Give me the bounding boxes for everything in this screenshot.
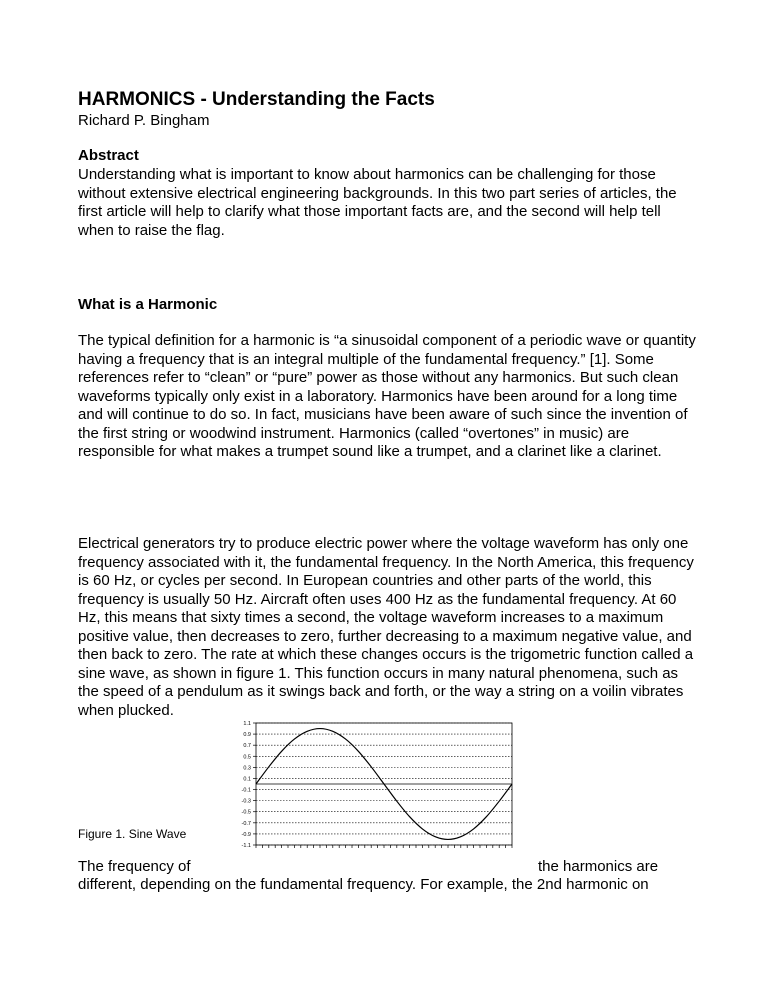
y-tick-label: 0.1 [243,776,251,783]
y-tick-label: 1.1 [243,721,251,727]
y-tick-label: 0.3 [243,765,251,772]
y-tick-label: -0.3 [241,798,251,805]
y-tick-label: -0.7 [241,820,251,827]
y-tick-label: -1.1 [241,843,251,849]
abstract-heading: Abstract [78,147,139,164]
figure-caption: Figure 1. Sine Wave [78,827,187,841]
paragraph-3-line-2: different, depending on the fundamental frequency. For example, the 2nd harmonic on [78,876,649,893]
y-tick-label: 0.7 [243,743,251,750]
y-tick-label: -0.9 [241,831,251,838]
paragraph-3-mid: the harmonics are [538,858,659,875]
y-tick-label: -0.1 [241,787,251,794]
sine-wave-chart [228,716,520,854]
section-heading: What is a Harmonic [78,296,218,313]
author-name: Richard P. Bingham [78,112,210,129]
body-paragraph-1: The typical definition for a harmonic is “a sinusoidal component of a periodic wave or quantity having a frequency that is an integral multiple of the fundamental frequency.” [1]. Some references refer to “clean” or “pure” power as those without any harmonics. But such clean waveforms typically only exist in a laboratory. Harmonics have been around for a long time and will continue to do so. In fact, musicians have been aware of such since the invention of the first string or woodwind instrument. Harmonics (called “overtones” in music) are responsible for what makes a trumpet sound like a trumpet, and a clarinet like a clarinet. [78,332,696,460]
y-tick-label: 0.5 [243,754,251,761]
y-tick-label: 0.9 [243,732,251,739]
document-title: HARMONICS - Understanding the Facts [78,89,435,110]
y-tick-label: -0.5 [241,809,251,816]
sine-wave-figure [228,716,520,854]
abstract-paragraph: Understanding what is important to know about harmonics can be challenging for those without extensive electrical engineering backgrounds. In this two part series of articles, the first article will help to clarify what those important facts are, and the second will help tell when to raise the flag. [78,166,677,239]
body-paragraph-2: Electrical generators try to produce electric power where the voltage waveform has only one frequency associated with it, the fundamental frequency. In the North America, this frequency is 60 Hz, or cycles per second. In European countries and other parts of the world, this frequency is usually 50 Hz. Aircraft often uses 400 Hz as the fundamental frequency. At 60 Hz, this means that sixty times a second, the voltage waveform increases to a maximum positive value, then decreases to zero, further decreasing to a maximum negative value, and then back to zero. The rate at which these changes occurs is the trigometric function called a sine wave, as shown in figure 1. This function occurs in many natural phenomena, such as the speed of a pendulum as it swings back and forth, or the way a string on a voilin vibrates when plucked. [78,535,694,719]
paragraph-3-start: The frequency of [78,858,191,875]
